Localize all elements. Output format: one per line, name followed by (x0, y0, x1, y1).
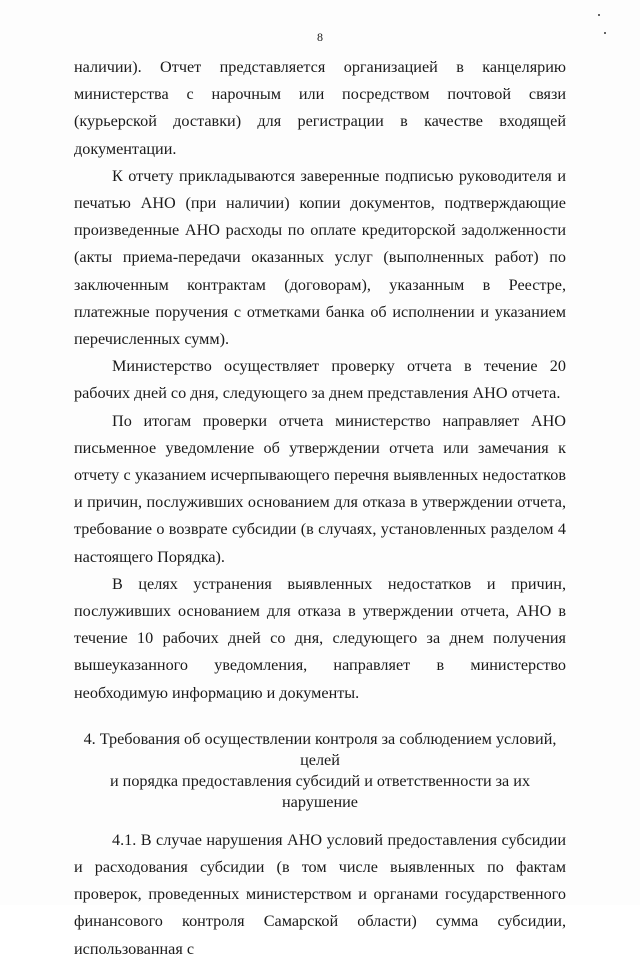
paragraph-report-attachments: К отчету прикладываются заверенные подписью руководителя и печатью АНО (при наличии) копии документов, подтверждающие произведенные АНО расходы по оплате кредиторской задолженности (акты приема-передачи оказанных услуг (выполненных работ) по заключенным контрактам (договорам), указанным в Реестре, платежные поручения с отметками банка об исполнении и указанием перечисленных сумм). (74, 166, 566, 349)
paragraph-check-results: По итогам проверки отчета министерство направляет АНО письменное уведомление об утверждении отчета или замечания к отчету с указанием исчерпывающего перечня выявленных недостатков и причин, послуживших основанием для отказа в утверждении отчета, требование о возврате субсидии (в случаях, установленных разделом 4 настоящего Порядка). (74, 411, 566, 566)
paragraph-report-check: Министерство осуществляет проверку отчета в течение 20 рабочих дней со дня, следующего за днем представления АНО отчета. (74, 357, 566, 403)
document-body (74, 54, 566, 963)
section-heading-line-1: 4. Требования об осуществлении контроля за соблюдением условий, целей (83, 729, 557, 769)
page-number: 8 (317, 30, 323, 44)
paragraph-deficiency-correction: В целях устранения выявленных недостатков и причин, послуживших основанием для отказа в утверждении отчета, АНО в течение 10 рабочих дней со дня, следующего за днем получения вышеуказанного уведомления, направляет в министерство необходимую информацию и документы. (74, 574, 566, 702)
paragraph-continued: наличии). Отчет представляется организацией в канцелярию министерства с нарочным или посредством почтовой связи (курьерской доставки) для регистрации в качестве входящей документации. (74, 58, 566, 158)
section-heading-line-2: и порядка предоставления субсидий и ответственности за их нарушение (109, 771, 531, 811)
paragraph-4-1: 4.1. В случае нарушения АНО условий предоставления субсидии и расходования субсидии (в том числе выявленных по фактам проверок, проведенных министерством и органами государственного финансового контроля Самарской области) сумма субсидии, использованная с (74, 830, 566, 958)
section-heading (74, 729, 566, 813)
scan-speck (598, 14, 600, 16)
